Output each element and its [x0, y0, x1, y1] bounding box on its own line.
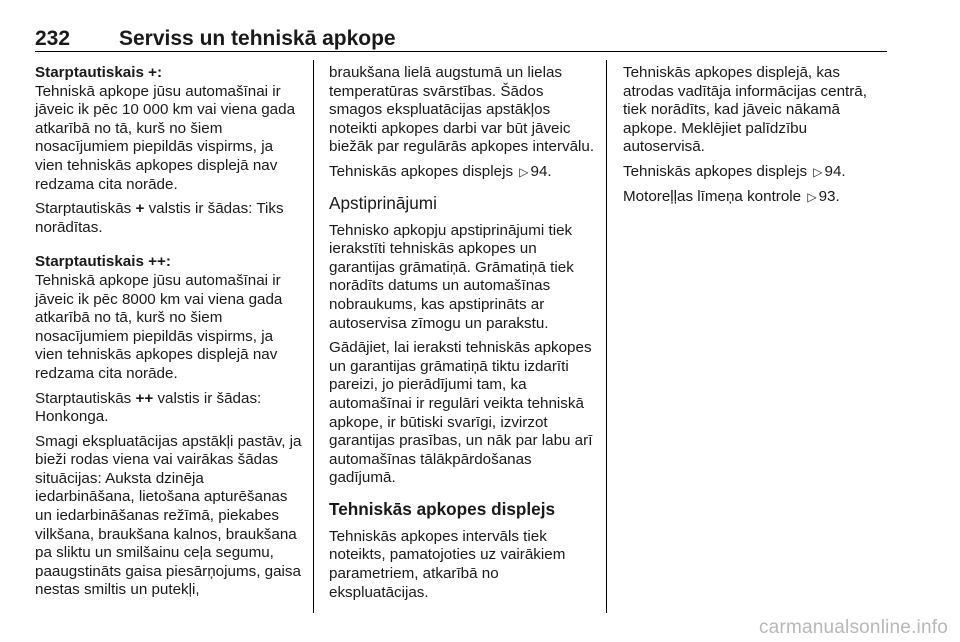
section-heading-service-display: Tehniskās apkopes displejs	[329, 498, 556, 519]
cross-reference: Tehniskās apkopes displejs ▷ 94.	[329, 162, 552, 180]
page-link[interactable]: 93.	[818, 187, 840, 205]
paragraph: Smagi ekspluatācijas apstākļi pastāv, ja bieži rodas viena vai vairākas šādas situācijas: Auksta dzinēja iedarbināšana, lietošana apturēšanas un iedarbināšanas režīmā, piekabes vilkšana, braukšana kalnos, braukšana pa sliktu un smilšainu ceļa segumu, paaugstināts gaisa piesārņojums, gaisa nestas smiltis un putekļi,	[35, 432, 302, 599]
arrow-reference-icon: ▷	[807, 189, 817, 204]
paragraph: Tehniskā apkope jūsu automašīnai ir jāveic ik pēc 8000 km vai viena gada atkarībā no tā, kurš no šiem nosacījumiem piepildās vispirms, ja vien tehniskās apkopes displejā nav redzama cita norāde.	[35, 271, 283, 382]
paragraph: Tehniskās apkopes intervāls tiek noteikts, pamatojoties uz vairākiem parametriem, atkarībā no ekspluatācijas.	[329, 527, 566, 601]
paragraph: Tehniskā apkope jūsu automašīnai ir jāveic ik pēc 10 000 km vai viena gada atkarībā no tā, kurš no šiem nosacījumiem piepildās vispirms, ja vien tehniskās apkopes displejā nav redzama cita norāde.	[35, 82, 296, 193]
column-3	[623, 64, 891, 212]
paragraph: Tehnisko apkopju apstiprinājumi tiek ierakstīti tehniskās apkopes un garantijas grāmatiņā. Grāmatiņā tiek norādīts datums un automašīnas nobraukums, kas apstiprināts ar autoservisa zīmogu un parakstu.	[329, 221, 574, 332]
paragraph: Tehniskās apkopes displejā, kas atrodas vadītāja informācijas centrā, tiek norādīts, kad jāveic nākamā apkope. Meklējiet palīdzību autoservisā.	[623, 64, 867, 156]
column-2	[329, 64, 597, 608]
paragraph: braukšana lielā augstumā un lielas temperatūras svārstības. Šādos smagos ekspluatācijas apstākļos noteikti apkopes darbi var būt jāveic biežāk par regulārās apkopes intervālu.	[329, 64, 595, 156]
column-divider-1	[313, 60, 314, 613]
page-number: 232	[35, 27, 71, 50]
cross-reference: Tehniskās apkopes displejs ▷ 94.	[623, 162, 846, 180]
subheading-international-plus-plus: Starptautiskais ++:	[35, 253, 171, 271]
paragraph: Gādājiet, lai ieraksti tehniskās apkopes un garantijas grāmatiņā tiktu izdarīti pareizi, jo pierādījumi tam, ka automašīnai ir regulāri veikta tehniskā apkope, ir būtiski svarīgi, izvirzot garantijas prasības, un nāk par labu arī automašīnas tālākpārdošanas gadījumā.	[329, 339, 593, 487]
page-header	[35, 27, 887, 53]
watermark-text: carmanualsonline.info	[758, 617, 948, 638]
section-heading-confirmations: Apstiprinājumi	[329, 192, 437, 213]
subheading-international-plus: Starptautiskais +:	[35, 64, 163, 81]
header-divider	[35, 51, 887, 52]
paragraph: Starptautiskās + valstis ir šādas: Tiks norādītas.	[35, 200, 284, 236]
page-link[interactable]: 94.	[530, 162, 552, 180]
page-title: Serviss un tehniskā apkope	[119, 27, 396, 50]
column-1	[35, 64, 303, 606]
arrow-reference-icon: ▷	[519, 164, 529, 179]
paragraph: Starptautiskās ++ valstis ir šādas: Honkonga.	[35, 389, 262, 426]
column-divider-2	[606, 60, 607, 613]
cross-reference: Motoreļļas līmeņa kontrole ▷ 93.	[623, 187, 840, 205]
arrow-reference-icon: ▷	[813, 164, 823, 179]
page-link[interactable]: 94.	[824, 162, 846, 180]
